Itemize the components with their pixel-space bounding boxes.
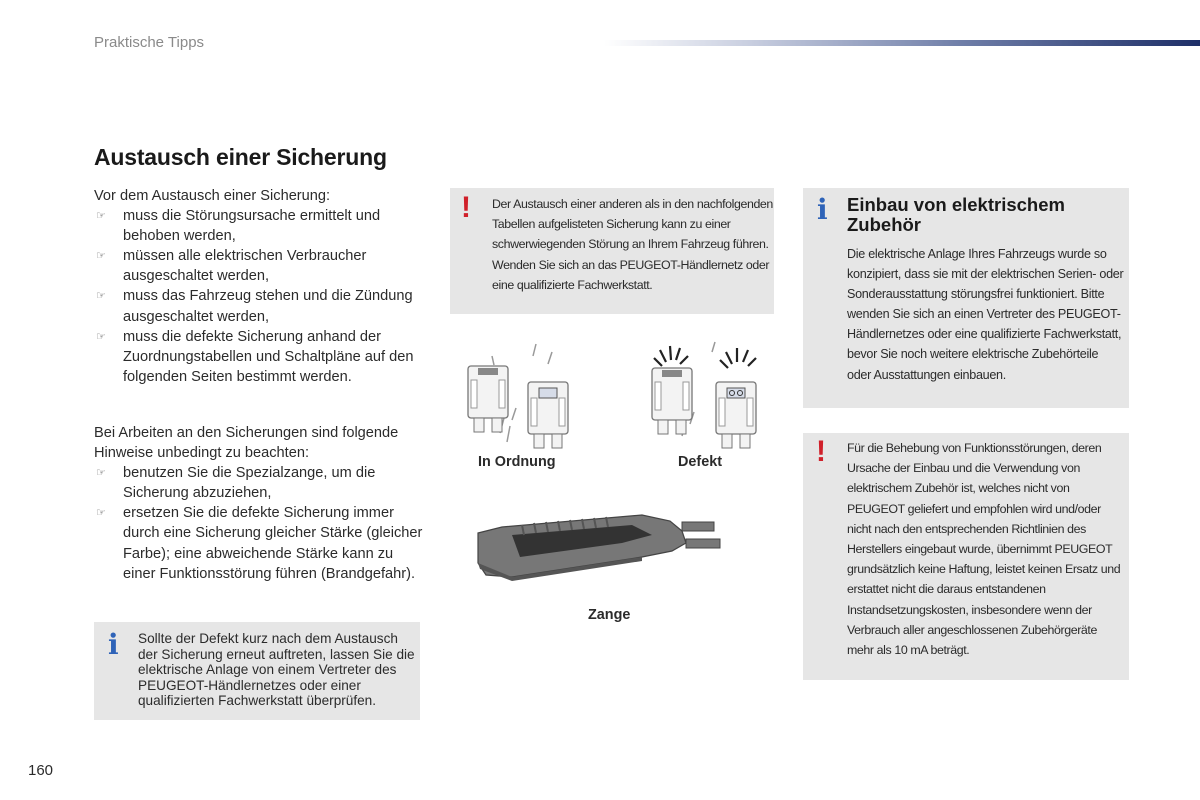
warning-box-text: Für die Behebung von Funktionsstörungen, deren Ursache der Einbau und die Verwendung von elektrischem Zubehör ist, welches nicht von PEUGEOT geliefert und empfohlen wird und/oder nicht nach den entsprechenden Richtlinien des Herstellers eingebaut wurde, übernimmt PEUGEOT grundsätzlich keine Haftung, leistet keinen Ersatz und erstattet nicht die daraus entstandenen Instandsetzungskosten, insbesondere wenn der Verbrauch aller angeschlossenen Zubehörgeräte mehr als 10 mA beträgt.: [847, 441, 1121, 658]
handling-section: [94, 423, 424, 584]
warning-icon: !: [461, 191, 471, 224]
info-box-heading: Einbau von elektrischem Zubehör: [847, 194, 1065, 235]
list-item: ☞ ersetzen Sie die defekte Sicherung immer durch eine Sicherung gleicher Stärke (gleicher Farbe); eine abweichende Stärke kann zu einer Funktionsstörung führen (Brandgefahr).: [96, 505, 423, 582]
fuse-puller-illustration: [472, 505, 722, 585]
fuse-defect-illustration: [642, 338, 766, 453]
handling-list: [94, 463, 424, 584]
page-number: 160: [28, 762, 54, 779]
pointing-hand-icon: ☞: [96, 467, 106, 480]
list-item: ☞ müssen alle elektrischen Verbraucher ausgeschaltet werden,: [96, 248, 367, 285]
warning-box-fuse-replacement: [450, 188, 774, 314]
list-item: ☞ muss die defekte Sicherung anhand der Zuordnungstabellen und Schaltpläne auf den folgenden Seiten bestimmt werden.: [96, 328, 414, 385]
list-item: ☞ muss das Fahrzeug stehen und die Zündung ausgeschaltet werden,: [96, 288, 413, 325]
caption-ok: In Ordnung: [478, 454, 556, 470]
info-icon: i: [108, 628, 119, 661]
warning-icon: !: [816, 435, 826, 468]
warning-box-liability: [803, 433, 1129, 680]
header-accent-bar: [604, 40, 1200, 46]
pointing-hand-icon: ☞: [96, 290, 106, 303]
section-label: Praktische Tipps: [94, 34, 205, 51]
fuse-ok-illustration: [460, 338, 580, 453]
info-box-recurring-defect: [94, 622, 420, 720]
pointing-hand-icon: ☞: [96, 250, 106, 263]
caption-defect: Defekt: [678, 454, 722, 470]
pointing-hand-icon: ☞: [96, 210, 106, 223]
caption-tool: Zange: [588, 607, 631, 623]
handling-intro: Bei Arbeiten an den Sicherungen sind folgende Hinweise unbedingt zu beachten:: [94, 425, 399, 462]
list-item: ☞ benutzen Sie die Spezialzange, um die Sicherung abzuziehen,: [96, 465, 376, 502]
page-title: Austausch einer Sicherung: [94, 144, 387, 170]
precondition-intro: Vor dem Austausch einer Sicherung:: [94, 188, 331, 204]
info-box-text: Die elektrische Anlage Ihres Fahrzeugs wurde so konzipiert, dass sie mit der elektrischen Serien- oder Sonderausstattung störungsfrei funktioniert. Bitte wenden Sie sich an einen Vertreter des PEUGEOT-Händlernetzes oder eine qualifizierte Fachwerkstatt, bevor Sie noch weitere elektrische Zubehörteile oder Ausstattungen einbauen.: [847, 247, 1124, 382]
precondition-section: [94, 186, 424, 387]
info-icon: i: [817, 193, 828, 226]
warning-box-text: Der Austausch einer anderen als in den nachfolgenden Tabellen aufgelisteten Sicherung kann zu einer schwerwiegenden Störung an Ihrem Fahrzeug führen. Wenden Sie sich an das PEUGEOT-Händlernetz oder eine qualifizierte Fachwerkstatt.: [492, 197, 773, 292]
info-box-electrical-accessories: [803, 188, 1129, 408]
list-item: ☞ muss die Störungsursache ermittelt und behoben werden,: [96, 208, 381, 245]
pointing-hand-icon: ☞: [96, 507, 106, 520]
precondition-list: [94, 206, 424, 387]
info-box-text: Sollte der Defekt kurz nach dem Austausch der Sicherung erneut auftreten, lassen Sie die elektrische Anlage von einem Vertreter des PEUGEOT-Händlernetzes oder einer qualifizierten Fachwerkstatt überprüfen.: [138, 631, 415, 708]
pointing-hand-icon: ☞: [96, 330, 106, 343]
